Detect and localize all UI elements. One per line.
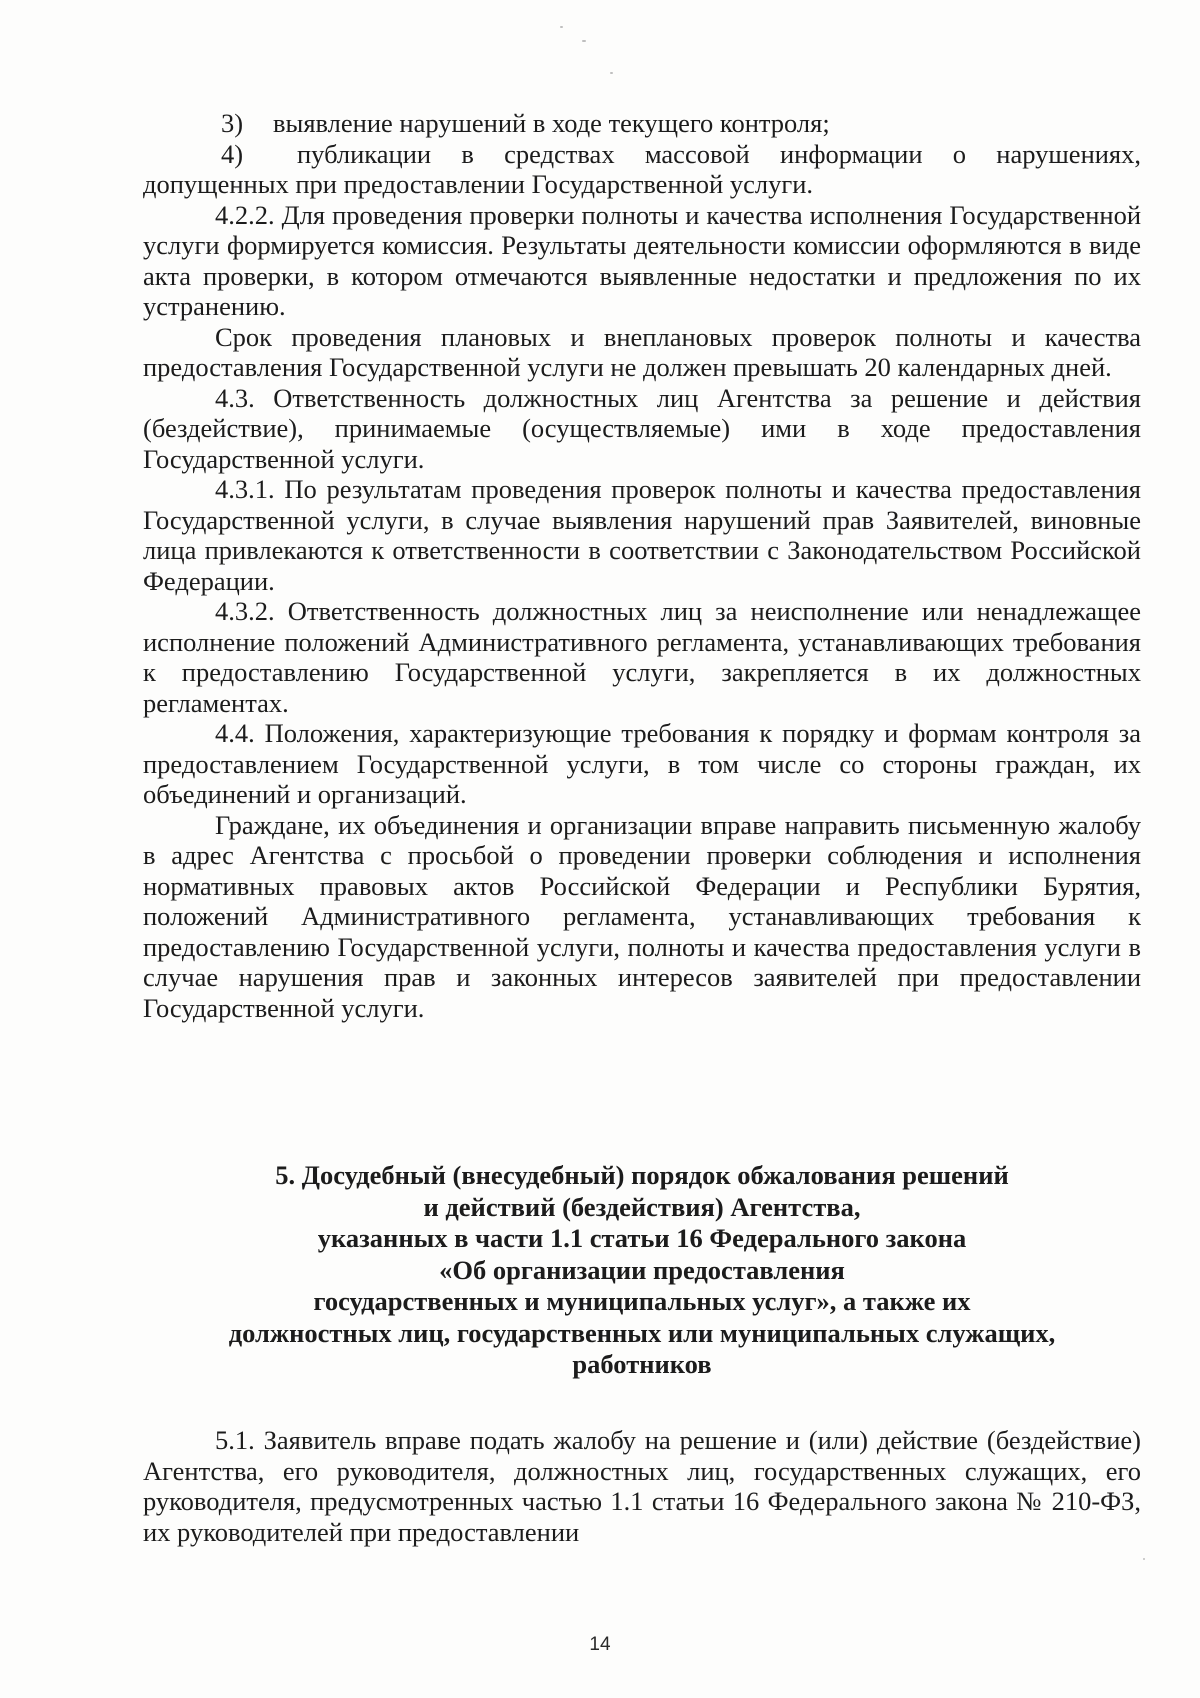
paragraph: 4.4. Положения, характеризующие требования к порядку и формам контроля за предоставлением Государственной услуги, в том числе со стороны граждан, их объединений и организаций. (143, 718, 1141, 809)
paragraph: 4.3. Ответственность должностных лиц Агентства за решение и действия (бездействие), принимаемые (осуществляемые) ими в ходе предоставления Государственной услуги. (143, 382, 1141, 474)
scan-artifact (610, 72, 613, 74)
list-item-number: 3) (221, 108, 244, 138)
list-item-text: выявление нарушений в ходе текущего контроля; (273, 108, 830, 138)
list-item (143, 139, 1141, 200)
heading-line: работников (572, 1349, 712, 1379)
document-body (143, 108, 1141, 1023)
paragraph: Срок проведения плановых и внеплановых проверок полноты и качества предоставления Государственной услуги не должен превышать 20 календарных дней. (143, 321, 1141, 382)
paragraph: Граждане, их объединения и организации вправе направить письменную жалобу в адрес Агентства с просьбой о проведении проверки соблюдения и исполнения нормативных правовых актов Российской Федерации и Республики Бурятия, положений Административного регламента, устанавливающих требования к предоставлению Государственной услуги, полноты и качества предоставления услуги в случае нарушения прав и законных интересов заявителей при предоставлении Государственной услуги. (143, 809, 1141, 1023)
heading-line: 5. Досудебный (внесудебный) порядок обжалования решений (275, 1160, 1009, 1190)
section-body (143, 1425, 1141, 1547)
scan-artifact (582, 40, 586, 42)
scan-artifact (1143, 1558, 1145, 1560)
paragraph: 4.2.2. Для проведения проверки полноты и качества исполнения Государственной услуги формируется комиссия. Результаты деятельности комиссии оформляются в виде акта проверки, в котором отмечаются выявленные недостатки и предложения по их устранению. (143, 199, 1141, 321)
heading-line: указанных в части 1.1 статьи 16 Федерального закона (317, 1223, 967, 1253)
heading-line: государственных и муниципальных услуг», а также их (313, 1286, 971, 1316)
heading-line: «Об организации предоставления (439, 1254, 845, 1285)
heading-line: должностных лиц, государственных или муниципальных служащих, (228, 1317, 1056, 1348)
paragraph: 4.3.1. По результатам проведения проверок полноты и качества предоставления Государственной услуги, в случае выявления нарушений прав Заявителей, виновные лица привлекаются к ответственности в соответствии с Законодательством Российской Федерации. (143, 474, 1141, 596)
paragraph: 5.1. Заявитель вправе подать жалобу на решение и (или) действие (бездействие) Агентства, его руководителя, должностных лиц, государственных служащих, его руководителя, предусмотренных частью 1.1 статьи 16 Федерального закона № 210-ФЗ, их руководителей при предоставлении (143, 1425, 1141, 1547)
heading-line: и действий (бездействия) Агентства, (423, 1191, 861, 1222)
list-item-number: 4) (221, 138, 244, 169)
paragraph: 4.3.2. Ответственность должностных лиц за неисполнение или ненадлежащее исполнение положений Административного регламента, устанавливающих требования к предоставлению Государственной услуги, закрепляется в их должностных регламентах. (143, 596, 1141, 718)
section-heading (143, 1160, 1141, 1381)
scan-artifact (560, 26, 563, 28)
list-item-text: публикации в средствах массовой информации о нарушениях, допущенных при предоставлении Государственной услуги. (143, 138, 1141, 199)
page-number: 14 (589, 1634, 611, 1655)
list-item (143, 108, 1141, 139)
